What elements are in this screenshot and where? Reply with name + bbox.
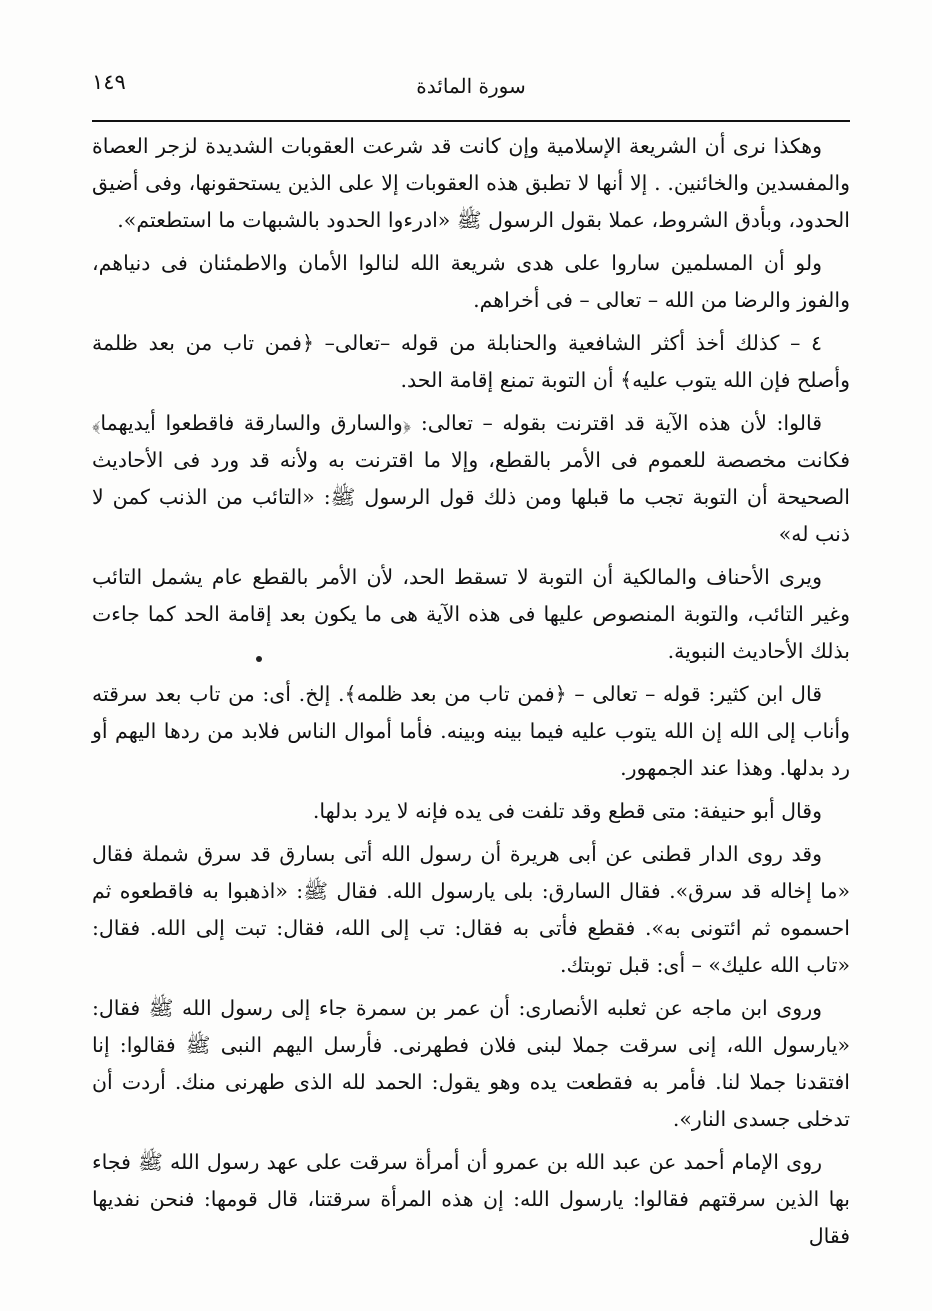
- paragraph-1: وهكذا نرى أن الشريعة الإسلامية وإن كانت قد شرعت العقوبات الشديدة لزجر العصاة والمفسدين والخائنين. . إلا أنها لا تطبق هذه العقوبات إلا على الذين يستحقونها، وفى أضيق الحدود، وبأدق الشروط، عملا بقول الرسول ﷺ «ادرءوا الحدود بالشبهات ما استطعتم».: [92, 134, 850, 232]
- paragraph-10: روى الإمام أحمد عن عبد الله بن عمرو أن أمرأة سرقت على عهد رسول الله ﷺ فجاء بها الذين سرقتهم فقالوا: يارسول الله: إن هذه المرأة سرقتنا، قال قومها: فنحن نفديها فقال: [92, 1150, 850, 1248]
- paragraph-9: وروى ابن ماجه عن ثعلبه الأنصارى: أن عمر بن سمرة جاء إلى رسول الله ﷺ فقال: «يارسول الله، إنى سرقت جملا لبنى فلان فطهرنى. فأرسل اليهم النبى ﷺ فقالوا: إنا افتقدنا جملا لنا. فأمر به فقطعت يده وهو يقول: الحمد لله الذى طهرنى منك. أردت أن تدخلى جسدى النار».: [92, 996, 850, 1131]
- paragraph-6: قال ابن كثير: قوله – تعالى – ﴿فمن تاب من بعد ظلمه﴾. إلخ. أى: من تاب بعد سرقته وأناب إلى الله إن الله يتوب عليه فيما بينه وبينه. فأما أموال الناس فلابد من ردها اليهم أو رد بدلها. وهذا عند الجمهور.: [92, 682, 850, 780]
- page-header: [92, 62, 850, 120]
- page-number: ١٤٩: [92, 70, 126, 94]
- scan-speck: [256, 656, 262, 662]
- body-text: [92, 128, 850, 1261]
- paragraph-2: ولو أن المسلمين ساروا على هدى شريعة الله لنالوا الأمان والاطمئنان فى دنياهم، والفوز والرضا من الله – تعالى – فى أخراهم.: [92, 251, 850, 312]
- paragraph-4: قالوا: لأن هذه الآية قد اقترنت بقوله – تعالى: ﴿والسارق والسارقة فاقطعوا أيديهما﴾ فكانت مخصصة للعموم فى الأمر بالقطع، وإلا ما اقترنت به ولأنه قد ورد فى الأحاديث الصحيحة أن التوبة تجب ما قبلها ومن ذلك قول الرسول ﷺ: «التائب من الذنب كمن لا ذنب له»: [92, 411, 850, 546]
- paragraph-5: ويرى الأحناف والمالكية أن التوبة لا تسقط الحد، لأن الأمر بالقطع عام يشمل التائب وغير التائب، والتوبة المنصوص عليها فى هذه الآية هى ما يكون بعد إقامة الحد كما جاءت بذلك الأحاديث النبوية.: [92, 565, 850, 663]
- header-divider: [92, 120, 850, 122]
- running-title: سورة المائدة: [416, 74, 526, 98]
- paragraph-3: ٤ – كذلك أخذ أكثر الشافعية والحنابلة من قوله –تعالى– ﴿فمن تاب من بعد ظلمة وأصلح فإن الله يتوب عليه﴾ أن التوبة تمنع إقامة الحد.: [92, 331, 850, 392]
- paragraph-7: وقال أبو حنيفة: متى قطع وقد تلفت فى يده فإنه لا يرد بدلها.: [312, 799, 822, 823]
- paragraph-8: وقد روى الدار قطنى عن أبى هريرة أن رسول الله أتى بسارق قد سرق شملة فقال «ما إخاله قد سرق». فقال السارق: بلى يارسول الله. فقال ﷺ: «اذهبوا به فاقطعوه ثم احسموه ثم ائتونى به». فقطع فأتى به فقال: تب إلى الله، فقال: تبت إلى الله. فقال: «تاب الله عليك» – أى: قبل توبتك.: [92, 842, 850, 977]
